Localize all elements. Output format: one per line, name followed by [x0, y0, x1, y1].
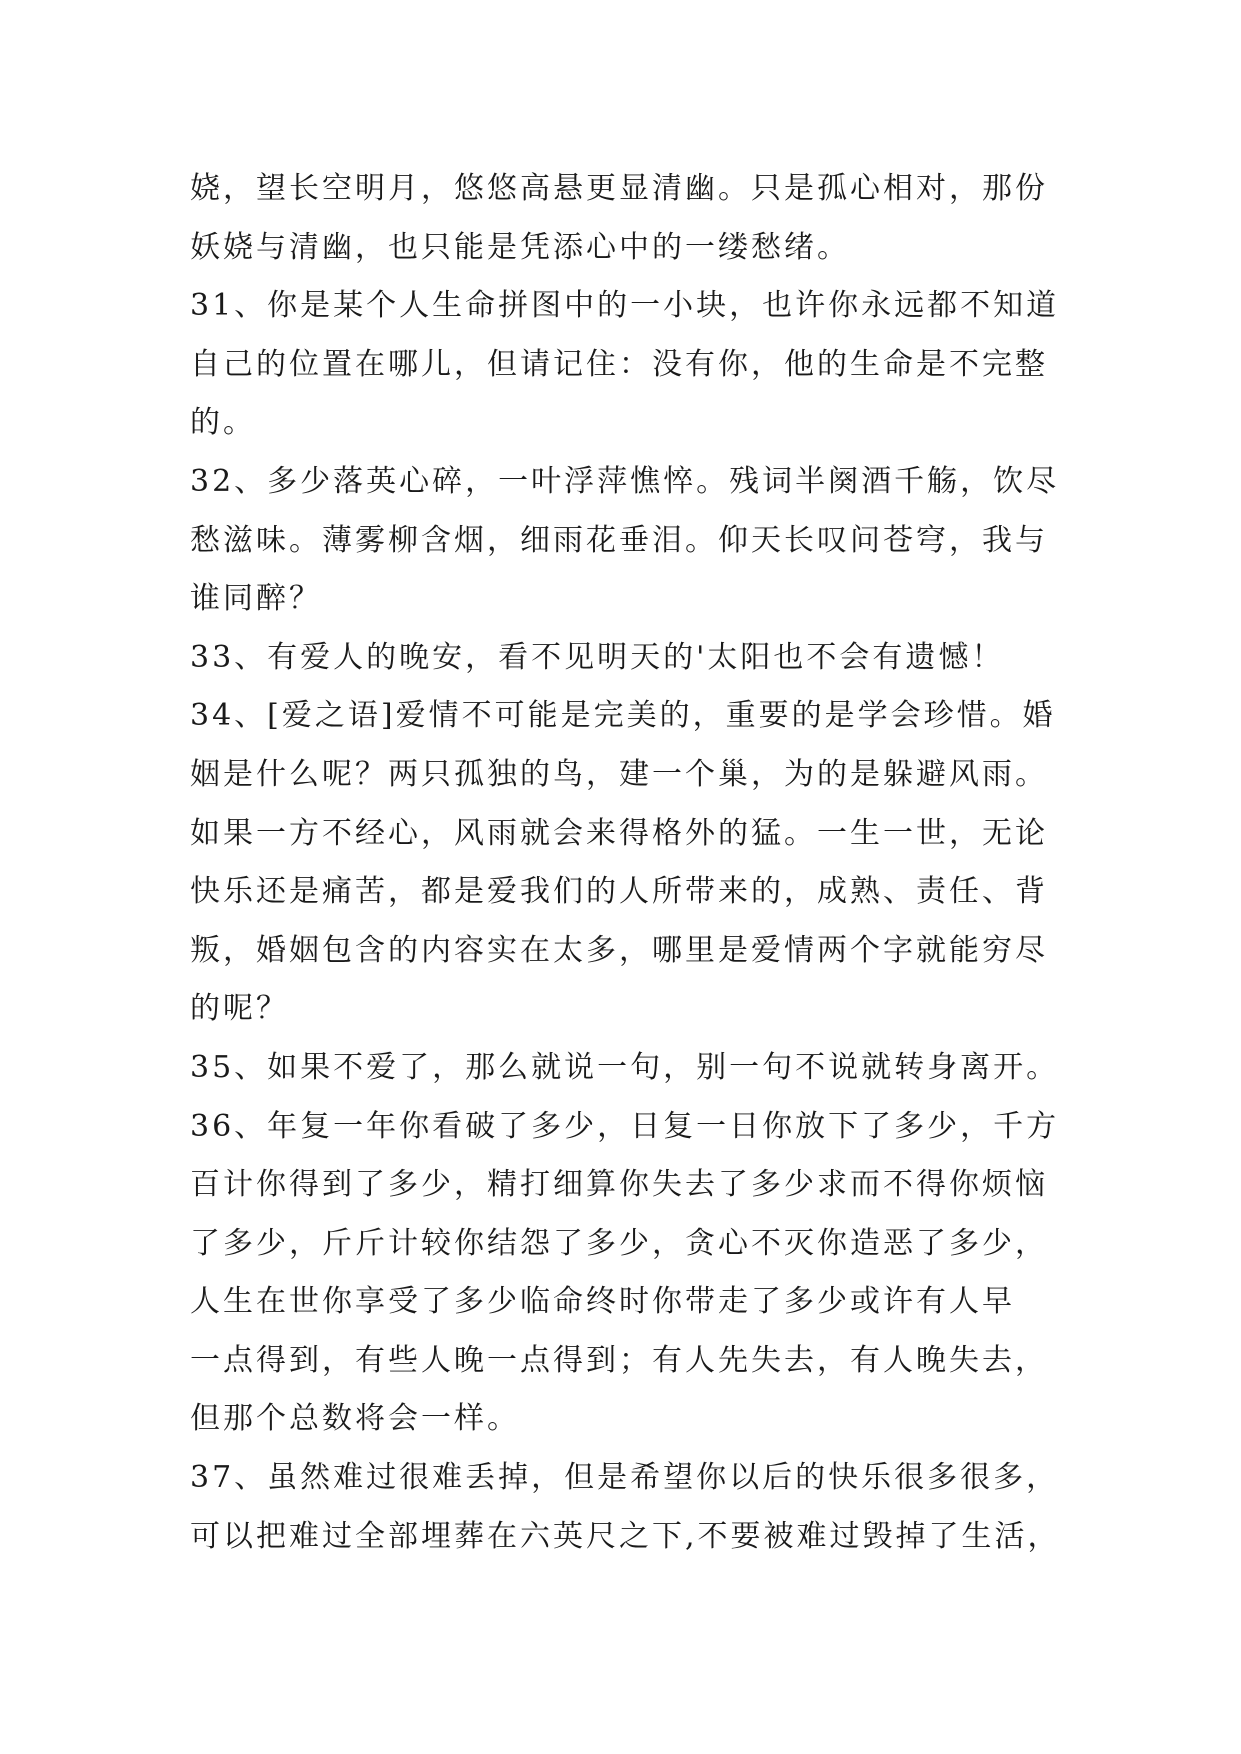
text-line: 34、[爱之语]爱情不可能是完美的，重要的是学会珍惜。婚	[190, 698, 1056, 734]
text-line: 35、如果不爱了，那么就说一句，别一句不说就转身离开。	[190, 1049, 1060, 1085]
text-line: 谁同醉？	[190, 581, 322, 617]
text-line: 的呢？	[190, 991, 289, 1027]
text-line: 叛，婚姻包含的内容实在太多，哪里是爱情两个字就能穷尽	[190, 932, 1048, 968]
text-line: 自己的位置在哪儿，但请记住：没有你，他的生命是不完整	[190, 346, 1048, 382]
text-line: 的。	[190, 405, 256, 441]
text-line: 37、虽然难过很难丢掉，但是希望你以后的快乐很多很多，	[190, 1460, 1060, 1496]
text-line: 一点得到，有些人晚一点得到；有人先失去，有人晚失去，	[190, 1342, 1048, 1378]
text-line: 但那个总数将会一样。	[190, 1401, 520, 1437]
text-line: 了多少，斤斤计较你结怨了多少，贪心不灭你造恶了多少，	[190, 1225, 1048, 1261]
text-line: 32、多少落英心碎，一叶浮萍憔悴。残词半阕酒千觞，饮尽	[190, 463, 1060, 499]
text-line: 姻是什么呢？两只孤独的鸟，建一个巢，为的是躲避风雨。	[190, 756, 1048, 792]
text-line: 36、年复一年你看破了多少，日复一日你放下了多少，千方	[190, 1108, 1060, 1144]
text-line: 可以把难过全部埋葬在六英尺之下,不要被难过毁掉了生活，	[190, 1518, 1061, 1554]
text-line: 人生在世你享受了多少临命终时你带走了多少或许有人早	[190, 1284, 1015, 1320]
body-text	[190, 160, 1090, 1566]
text-line: 如果一方不经心，风雨就会来得格外的猛。一生一世，无论	[190, 815, 1048, 851]
text-line: 愁滋味。薄雾柳含烟，细雨花垂泪。仰天长叹问苍穹，我与	[190, 522, 1048, 558]
text-line: 33、有爱人的晚安，看不见明天的'太阳也不会有遗憾！	[190, 639, 1005, 675]
text-line: 妖娆与清幽，也只能是凭添心中的一缕愁绪。	[190, 229, 850, 265]
text-line: 31、你是某个人生命拼图中的一小块，也许你永远都不知道	[190, 288, 1060, 324]
text-line: 百计你得到了多少，精打细算你失去了多少求而不得你烦恼	[190, 1167, 1048, 1203]
text-line: 娆，望长空明月，悠悠高悬更显清幽。只是孤心相对，那份	[190, 171, 1048, 206]
text-line: 快乐还是痛苦，都是爱我们的人所带来的，成熟、责任、背	[190, 874, 1048, 910]
